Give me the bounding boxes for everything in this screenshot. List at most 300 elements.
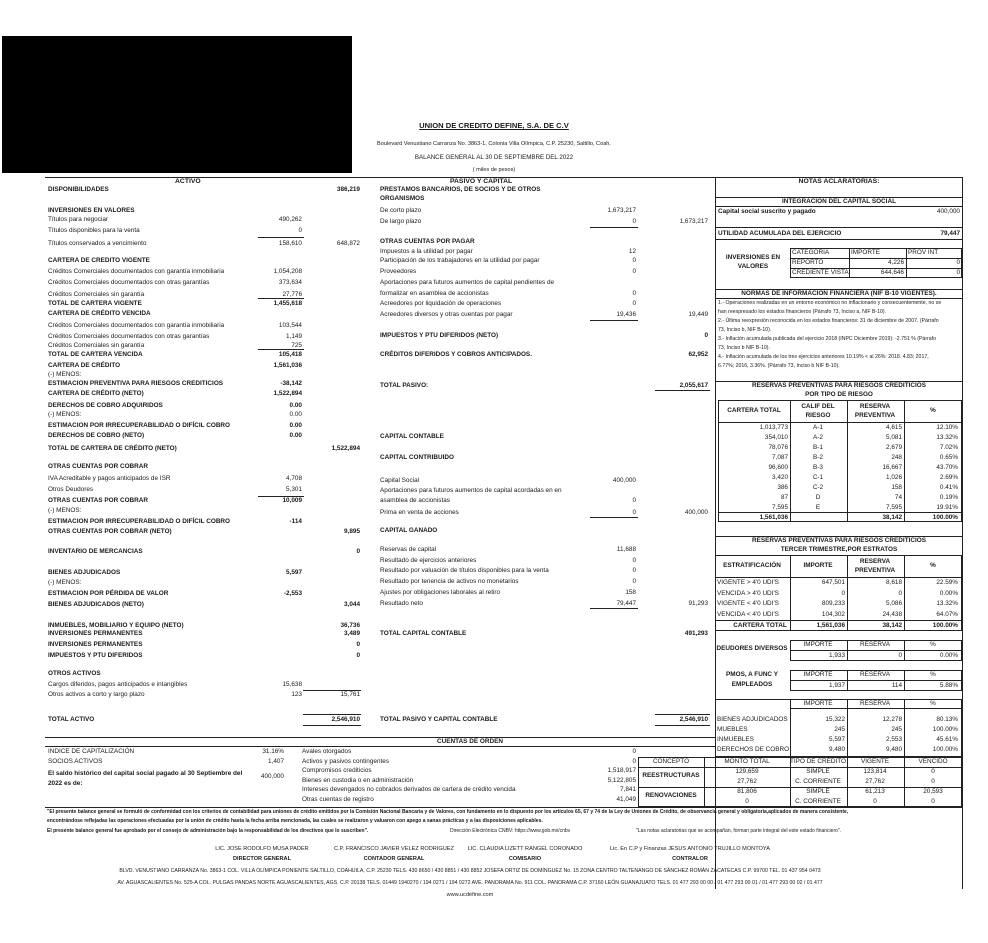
activo-row-label: DERECHOS DE COBRO (NETO) [48, 432, 145, 439]
pasivo-row-label: Aportaciones para futuros aumentos de capital acordadas en en [380, 487, 562, 494]
activo-row-label: OTRAS CUENTAS POR COBRAR [48, 463, 149, 470]
renov-cell: C. CORRIENTE [795, 797, 841, 805]
renov-cell: 0 [745, 797, 749, 805]
reservas2-cell: 22.59% [936, 579, 958, 586]
pasivo-row-label: TOTAL PASIVO Y CAPITAL CONTABLE [380, 716, 498, 723]
activo-row-label: CARTERA DE CREDITO VIGENTE [48, 257, 150, 264]
activo-row-amount: 1,561,036 [273, 362, 302, 369]
activo-row-amount: 5,597 [286, 569, 302, 576]
activo-row-label: CARTERA DE CRÉDITO (NETO) [48, 390, 144, 397]
deud-cell: 1,933 [829, 652, 845, 659]
reservas2-cell: 104,302 [821, 610, 845, 618]
normas-line: han reexpresado los estados financieros (Párrafo 73, Inciso a, NIF B-10). [718, 309, 887, 315]
pasivo-row-amount: 0 [632, 567, 636, 574]
activo-row-label: TOTAL DE CARTERA VIGENTE [48, 300, 142, 307]
pasivo-row-label: PRESTAMOS BANCARIOS, DE SOCIOS Y DE OTROS [380, 186, 541, 193]
activo-row-label: BIENES ADJUDICADOS [48, 569, 121, 576]
reest-cell: 27,762 [737, 777, 757, 785]
rule [790, 400, 791, 522]
bienes-head: RESERVA [860, 700, 890, 707]
signature-name: Lic. En C.P y Finanzas JESUS ANTONIO TRUJILLO MONTOYA [610, 846, 770, 852]
reservas2-cell: 64.07% [936, 610, 958, 618]
activo-row-label: ESTIMACION POR IRRECUPERABILIDAD O DIFÍCIL COBRO [48, 518, 231, 525]
bienes-cell: 9,480 [829, 746, 845, 753]
inv-label: INVERSIONES EN VALORES [725, 254, 781, 270]
reservas2-cell: 647,501 [821, 579, 845, 586]
orden-left-value: 31.16% [262, 748, 284, 755]
activo-row-label: DISPONIBILIDADES [48, 186, 109, 193]
activo-subtotal-rule [258, 496, 304, 497]
activo-row-label: BIENES ADJUDICADOS (NETO) [48, 601, 144, 608]
reservas2-cell: 0 [841, 589, 845, 597]
orden-label: Bienes en custodia o en administración [302, 776, 414, 784]
pasivo-row-amount: 11,688 [616, 546, 636, 553]
reservas2-title: RESERVAS PREVENTIVAS PARA RIESGOS CREDITICIOS [752, 537, 926, 544]
activo-row-amount: 4,708 [286, 475, 302, 482]
pasivo-row-label: IMPUESTOS Y PTU DIFERIDOS (NETO) [380, 332, 499, 339]
pasivo-row-label: CRÉDITOS DIFERIDOS Y COBROS ANTICIPADOS. [380, 351, 532, 358]
activo-row-label: OTROS ACTIVOS [48, 670, 101, 677]
bienes-cell: 9,480 [886, 746, 902, 753]
pmos-head: % [930, 671, 936, 678]
reservas2-cell: 0 [898, 589, 902, 597]
reservas1-cell: 158 [891, 484, 902, 491]
pasivo-row-amount: 0 [632, 257, 636, 264]
renov-cell: 61,213 [865, 788, 885, 795]
reest-cell: C. CORRIENTE [795, 777, 841, 785]
bienes-cell: 12,278 [882, 716, 902, 723]
activo-row-amount: 0.00 [289, 402, 302, 409]
historic-value: 400,000 [260, 773, 284, 780]
reservas1-cell: 13.32% [936, 434, 958, 441]
pasivo-row-total: 2,546,910 [679, 716, 708, 723]
reservas1-cell: 19.91% [936, 504, 958, 511]
pasivo-row-label: Resultado por tenencia de activos no monetarios [380, 578, 519, 585]
activo-subtotal-rule [258, 237, 304, 238]
activo-total-rule [303, 725, 361, 726]
activo-row-label: TOTAL DE CARTERA DE CRÉDITO (NETO) [48, 445, 177, 452]
renov-cell: SIMPLE [806, 788, 830, 795]
renov-cell: 0 [873, 797, 877, 805]
reservas1-total: 100.00% [932, 514, 958, 521]
pasivo-row-label: Aportaciones para futuros aumentos de capital pendientes de [380, 279, 555, 286]
notas-heading: NOTAS ACLARATORIAS: [798, 178, 880, 185]
reservas1-cell: 96,600 [768, 464, 788, 471]
signature-title: DIRECTOR GENERAL [232, 856, 291, 862]
activo-row-label: IMPUESTOS Y PTU DIFERIDOS [48, 652, 143, 659]
reservas2-total: 38,142 [882, 622, 902, 629]
bienes-cell: 2,553 [886, 736, 902, 743]
reservas1-cell: 2.69% [939, 474, 958, 481]
activo-row-total: 2,546,910 [331, 716, 360, 723]
orden-value: 41,049 [616, 795, 636, 803]
pasivo-row-total: 400,000 [684, 509, 708, 516]
activo-row-amount: 1,054,208 [273, 268, 302, 275]
activo-row-label: Otros activos a corto y largo plazo [48, 691, 145, 698]
activo-row-label: Créditos Comerciales documentados con otras garantías [48, 333, 210, 340]
pasivo-row-label: TOTAL PASIVO: [380, 382, 429, 389]
pasivo-row-label: Proveedores [380, 268, 417, 275]
orden-value: 7,841 [620, 786, 636, 793]
reest-cell: 0 [931, 768, 935, 775]
deud-label: DEUDORES DIVERSOS [716, 645, 788, 652]
activo-row-amount: 15,638 [282, 681, 302, 688]
bienes-cell: BIENES ADJUDICADOS [717, 716, 788, 723]
signature-name: LIC. JOSE RODOLFO MUSA PADER [215, 846, 309, 852]
pasivo-row-label: Resultado neto [380, 600, 423, 607]
signature-title: COMISARIO [508, 856, 542, 862]
activo-row-amount: 27,776 [282, 291, 302, 298]
pmos-cell: 5.88% [939, 682, 958, 689]
reservas1-cell: B-2 [813, 454, 823, 461]
activo-row-amount: 725 [291, 342, 302, 349]
orden-value: 0 [632, 757, 636, 765]
reservas1-cell: 1,026 [886, 474, 902, 481]
inv-cell: REPORTO [792, 259, 824, 266]
reservas2-cell: 24,438 [882, 610, 902, 618]
rule [715, 227, 963, 228]
orden-value: 5,122,805 [607, 776, 636, 784]
reservas2-cell: 809,233 [821, 600, 845, 607]
signature-title: CONTADOR GENERAL [363, 856, 425, 862]
rule [718, 512, 962, 513]
reservas1-cell: 5,081 [886, 434, 902, 441]
activo-row-label: Créditos Comerciales documentados con garantía inmobiliaria [48, 268, 225, 275]
normas-line: 4.- Inflación acumulada de los tres ejercicios anteriores 10.19% < al 26%: 2018. 4.83; 2017, [718, 354, 929, 360]
reservas1-cell: 7.02% [939, 444, 958, 451]
reservas1-total: 38,142 [882, 514, 902, 521]
deud-cell: 0.00% [939, 652, 958, 659]
units-note: ( miles de pesos) [472, 167, 516, 173]
activo-row-label: INVERSIONES PERMANENTES [48, 630, 143, 637]
orden-value: 1,518,917 [607, 767, 636, 774]
reservas1-cell: 1,013,773 [759, 424, 788, 431]
activo-row-label: INVENTARIO DE MERCANCIAS [48, 548, 143, 555]
activo-subtotal-rule [258, 298, 304, 299]
reservas2-cell: 5,086 [886, 600, 902, 607]
reservas1-cell: 74 [894, 494, 902, 501]
reservas1-head: CARTERA TOTAL [727, 407, 781, 414]
inv-head: CATEGORIA [792, 249, 830, 256]
activo-row-label: Créditos Comerciales sin garantía [48, 342, 145, 349]
inv-cell: 4,226 [888, 259, 904, 266]
pasivo-row-label: CAPITAL CONTRIBUIDO [380, 454, 454, 461]
capital-label: Capital social suscrito y pagado [718, 208, 816, 215]
pasivo-row-amount: 19,436 [616, 311, 636, 318]
inv-head: PROV INT [908, 249, 939, 256]
pasivo-row-amount: 0 [632, 509, 636, 516]
activo-row-label: (-) MENOS: [48, 371, 82, 378]
pasivo-row-amount: 0 [632, 300, 636, 307]
footer-note: encontrándose reflejadas las operaciones efectuadas por la unión de crédito hasta la fecha arriba mencionada, las cuales se realizaron y valuaron con apego a sanas prácticas y a las disposiciones aplicables. [47, 818, 543, 824]
reservas2-head: ESTRATIFICACIÓN [723, 562, 781, 569]
pasivo-row-label: Resultado de ejercicios anteriores [380, 557, 477, 564]
reservas1-cell: 7,595 [772, 504, 788, 511]
company-address: Boulevard Venustiano Carranza No. 3863-1, Colonia Villa Olímpica, C.P. 25230, Saltillo, Coah. [377, 141, 611, 147]
reservas1-cell: 16,667 [882, 464, 902, 471]
activo-row-amount: 490,262 [278, 216, 302, 223]
rule [790, 708, 962, 709]
inv-head: IMPORTE [851, 249, 880, 256]
orden-title: CUENTAS DE ORDEN [437, 738, 503, 745]
reservas1-cell: D [815, 494, 821, 501]
pasivo-row-amount: 0 [632, 218, 636, 225]
activo-row-label: Otros Deudores [48, 486, 94, 493]
inv-cell: CREDIENTE VISTA [792, 269, 849, 276]
bienes-cell: MUEBLES [717, 726, 748, 733]
pasivo-row-label: Acreedores por liquidación de operaciones [380, 300, 502, 307]
activo-row-amount: 5,301 [286, 486, 302, 493]
bienes-head: % [930, 700, 936, 707]
notas-right-rule [962, 177, 963, 889]
reservas1-sub: POR TIPO DE RIESGO [805, 391, 873, 398]
normas-line: 1.- Operaciones realizadas en un entorno económico no inflacionario y consecuentemente, no se [718, 300, 942, 306]
reest-head: TIPO DE CREDITO [790, 758, 846, 765]
pmos-label: PMOS, A FUNC Y EMPLEADOS [726, 671, 778, 688]
deud-cell: 0 [898, 652, 902, 659]
pasivo-subtotal-rule [590, 517, 638, 518]
activo-row-amount: 158,610 [278, 240, 302, 247]
activo-row-amount: 0.00 [289, 422, 302, 429]
pasivo-row-label: CAPITAL CONTABLE [380, 433, 444, 440]
activo-row-total: 648,872 [336, 240, 360, 247]
pmos-cell: 114 [891, 682, 902, 689]
pasivo-row-label: De largo plazo [380, 218, 422, 225]
reest-label: REESTRUCTURAS [642, 772, 700, 779]
reservas2-cell: VIGENTE > 4'0 UDI'S [717, 579, 779, 586]
concepto-label: CONCEPTO [652, 758, 690, 765]
reservas1-cell: 87 [780, 494, 788, 501]
reservas1-total: 1,561,036 [759, 514, 788, 521]
pasivo-row-amount: 0 [632, 557, 636, 564]
pasivo-row-label: asamblea de accionistas [380, 497, 450, 504]
reservas1-head: CALIF DEL RIESGO [801, 403, 835, 419]
rule [715, 620, 962, 621]
bienes-cell: 5,597 [829, 736, 845, 743]
rule [790, 650, 962, 651]
inv-cell: 0 [956, 259, 960, 266]
reservas1-cell: 0.65% [939, 454, 958, 461]
orden-left-label: INDICE DE CAPITALIZACIÓN [48, 748, 135, 755]
activo-heading: ACTIVO [175, 178, 201, 185]
orden-label: Otras cuentas de registro [302, 795, 374, 803]
pasivo-subtotal-rule [590, 608, 638, 609]
pasivo-row-amount: 79,447 [616, 600, 636, 607]
activo-row-amount: 1,149 [286, 333, 302, 340]
pasivo-row-label: Ajustes por obligaciones laborales al retiro [380, 589, 501, 596]
pasivo-row-label: formalizar en asamblea de accionistas [380, 290, 489, 297]
activo-row-label: (-) MENOS: [48, 411, 82, 418]
deud-head: IMPORTE [803, 641, 833, 648]
bienes-cell: 245 [834, 726, 845, 733]
pasivo-row-amount: 158 [625, 589, 636, 596]
rule [715, 239, 963, 240]
activo-row-total: 0 [356, 641, 360, 648]
footer-note: "Las notas aclaratorias que se acompañan, forman parte integral del este estado financiero". [636, 828, 842, 834]
pasivo-row-label: De corto plazo [380, 207, 422, 214]
reservas1-cell: E [815, 504, 821, 511]
activo-row-label: OTRAS CUENTAS POR COBRAR [48, 497, 149, 504]
activo-row-total: 1,522,894 [331, 445, 360, 452]
reservas1-head: % [930, 407, 936, 414]
reservas2-cell: 8,618 [886, 579, 902, 586]
bienes-cell: 100.00% [932, 746, 958, 753]
reservas2-total: CARTERA TOTAL [733, 622, 787, 629]
activo-row-amount: 0 [298, 227, 302, 234]
pasivo-row-label: Resultado por valuación de títulos disponibles para la venta [380, 567, 549, 574]
activo-total-rule [303, 714, 361, 715]
inv-cell: 0 [956, 269, 960, 276]
pasivo-row-label: Capital Social [380, 477, 420, 484]
inv-cell: 644,646 [880, 269, 904, 276]
footer-note: "El presente balance general se formuló de conformidad con los criterios de contabilidad para uniones de crédito emitidos por la Comisión Nacional Bancaria y de Valores, con fundamento en lo dispuesto por los artículos 65, 67 y 74 de la Ley de Uniones de Crédito, de observancia general y obligatoria,aplicados de manera consistente, [47, 809, 849, 815]
pasivo-row-amount: 12 [628, 248, 636, 255]
reest-cell: 123,814 [863, 768, 887, 775]
reservas1-cell: C-2 [812, 484, 824, 491]
reservas2-cell: VENCIDA < 4'0 UDI'S [717, 610, 779, 618]
renov-cell: 81,806 [737, 788, 757, 795]
reest-cell: 27,762 [865, 777, 885, 785]
activo-row-label: (-) MENOS: [48, 579, 82, 586]
pasivo-subtotal-rule [590, 320, 638, 321]
historic-label: El saldo histórico del capital social pagado al 30 Septiembre del 2022 es de: [48, 770, 243, 787]
reservas2-head: % [930, 562, 936, 569]
bienes-cell: 80.13% [936, 716, 958, 723]
top-rule [45, 177, 715, 178]
reservas2-total: 1,561,036 [816, 622, 845, 629]
renov-label: RENOVACIONES [645, 792, 697, 799]
activo-row-label: ESTIMACION POR IRRECUPERABILIDAD O DIFÍCIL COBRO [48, 422, 231, 429]
orden-left-value: 1,407 [268, 758, 284, 765]
pasivo-row-label: OTRAS CUENTAS POR PAGAR [380, 238, 475, 245]
pasivo-row-amount: 0 [632, 578, 636, 585]
reest-head: VENCIDO [918, 758, 948, 765]
normas-line: 73, Inciso b, NIF B-10). [718, 327, 772, 333]
reest-head: MONTO TOTAL [724, 758, 770, 765]
orden-label: Activos y pasivos contingentes [302, 757, 390, 765]
rule [718, 422, 962, 423]
normas-line: 73, Inciso b NIF B-10). [718, 345, 770, 351]
rule [715, 206, 963, 207]
pasivo-row-amount: 0 [632, 290, 636, 297]
rule [715, 577, 962, 578]
activo-row-total: 0 [356, 652, 360, 659]
activo-row-label: IVA Acreditable y pagos anticipados de ISR [48, 475, 171, 482]
reservas1-cell: 386 [777, 484, 788, 491]
activo-row-amount: 103,544 [278, 322, 302, 329]
pasivo-row-amount: 0 [632, 497, 636, 504]
renov-cell: 20,593 [923, 788, 943, 795]
pasivo-row-amount: 0 [632, 268, 636, 275]
pmos-head: RESERVA [860, 671, 890, 678]
pasivo-total-rule [655, 714, 710, 715]
activo-row-amount: -114 [289, 518, 302, 525]
bienes-cell: DERECHOS DE COBRO [717, 746, 790, 753]
normas-line: 6.77%; 2016, 3.36%. (Párrafo 73, Inciso b NIF B-10). [718, 363, 840, 369]
orden-rule [45, 737, 715, 738]
reservas1-cell: 7,595 [886, 504, 902, 511]
normas-line: 2.- Última reexpresión reconocida en los estados financieros: 31 de diciembre de 2007. (Párrafo [718, 318, 939, 324]
activo-row-label: Títulos disponibles para la venta [48, 227, 140, 234]
pasivo-heading: PASIVO Y CAPITAL [450, 178, 513, 185]
reservas2-head: IMPORTE [803, 562, 833, 569]
pasivo-row-label: CAPITAL GANADO [380, 527, 438, 534]
reest-head: VIGENTE [860, 758, 890, 765]
capital-title: INTEGRACIÓN DEL CAPITAL SOCIAL [782, 198, 896, 205]
pasivo-row-total: 62,952 [688, 351, 708, 358]
pmos-head: IMPORTE [803, 671, 833, 678]
pasivo-row-total: 91,293 [688, 600, 708, 607]
normas-title: NORMAS DE INFORMACION FINANCIERA (NIF B-10 VIGENTES). [741, 290, 937, 297]
footer-address: AV. AGUASCALIENTES No. 525-A COL. PULGAS PANDAS NORTE AGUASCALIENTES, AGS. C.P. 20138 TELS. 01449 1940270 / 194 0271 / 194 0272 AVE. PANORAMA No. 911 COL. PANORAMA C.P. 37160 LEÓN GUANAJUATO TELS. 01 477 293 00 00 / 01 477 293 00 01 / 01 477 293 00 02 / 01 477 [117, 880, 823, 886]
rule [704, 757, 705, 807]
orden-left-label: SOCIOS ACTIVOS [48, 758, 103, 765]
deud-head: % [930, 641, 936, 648]
reservas2-sub: TERCER TRIMESTRE,POR ESTRATOS [780, 546, 898, 553]
activo-row-total: 3,044 [344, 601, 360, 608]
footer-address: BLVD. VENUSTIANO CARRANZA No. 3863-1 COL. VILLA OLÍMPICA PONIENTE SALTILLO, COAHUILA, C.P. 25230 TELS. 430 8650 / 430 8851 / 430 8852 JOSEFA ORTIZ DE DOMÍNGUEZ No. 15 ZONA CENTRO TALTENANGO DE SÁNCHEZ ROMÁN ZACATECAS C.P. 99700 TEL. 01 437 954 0473 [119, 868, 821, 874]
pasivo-row-amount: 1,673,217 [607, 207, 636, 214]
footer-web: www.ucdefine.com [446, 892, 494, 898]
deud-head: RESERVA [860, 641, 890, 648]
normas-line: 3.- Inflación acumulada publicada del ejercicio 2018 (INPC Diciembre 2019): -2.751 % (Párrafo [718, 336, 936, 342]
activo-row-total: 386,219 [336, 186, 360, 193]
reest-cell: 129,659 [735, 768, 759, 775]
activo-row-amount: 0.00 [289, 411, 302, 418]
utilidad-label: UTILIDAD ACUMULADA DEL EJERCICIO [718, 230, 842, 237]
bienes-cell: 245 [891, 726, 902, 733]
activo-row-label: Créditos Comerciales sin garantía [48, 291, 145, 298]
activo-row-label: (-) MENOS: [48, 507, 82, 514]
activo-row-amount: -2,553 [283, 590, 302, 597]
reservas1-cell: 354,010 [764, 434, 788, 441]
activo-row-amount: 1,522,894 [273, 390, 302, 397]
bienes-cell: 15,322 [825, 716, 845, 723]
activo-row-label: INMUEBLES, MOBILIARIO Y EQUIPO (NETO) [48, 622, 184, 629]
signature-name: LIC. CLAUDIA LIZETT RANGEL CORONADO [467, 846, 583, 852]
reest-cell: 0 [931, 777, 935, 785]
pasivo-row-total: 491,293 [684, 630, 708, 637]
reservas2-head: RESERVA PREVENTIVA [854, 558, 896, 574]
reservas2-cell: 0.00% [939, 589, 958, 597]
reservas1-cell: 3,420 [772, 474, 788, 481]
activo-row-amount: 0.00 [289, 432, 302, 439]
pasivo-row-label: Participación de los trabajadores en la utilidad por pagar [380, 257, 540, 264]
reservas2-total: 100.00% [932, 622, 958, 629]
reservas1-cell: B-1 [813, 444, 823, 451]
activo-row-label: OTRAS CUENTAS POR COBRAR (NETO) [48, 528, 172, 535]
bienes-cell: 100.00% [932, 726, 958, 733]
pasivo-row-label: TOTAL CAPITAL CONTABLE [380, 630, 467, 637]
reservas1-cell: B-3 [813, 464, 823, 471]
activo-row-label: INVERSIONES PERMANENTES [48, 641, 143, 648]
activo-row-total: 15,761 [340, 691, 360, 698]
rule [790, 680, 962, 681]
activo-row-total: 36,736 [340, 622, 360, 629]
activo-row-amount: 123 [291, 691, 302, 698]
pasivo-total-rule [655, 725, 710, 726]
activo-row-amount: 373,634 [278, 279, 302, 286]
reservas1-cell: 0.41% [939, 484, 958, 491]
reservas1-cell: 78,076 [768, 444, 788, 451]
reservas1-cell: A-1 [813, 424, 823, 431]
activo-row-label: INVERSIONES EN VALORES [48, 207, 135, 214]
activo-row-label: CARTERA DE CRÉDITO VENCIDA [48, 310, 151, 317]
activo-row-total: 3,489 [344, 630, 360, 637]
activo-row-label: Cargos diferidos, pagos anticipados e intangibles [48, 681, 188, 688]
reservas2-cell: VENCIDA > 4'0 UDI'S [717, 589, 779, 597]
orden-label: Avales otorgados [302, 748, 352, 755]
